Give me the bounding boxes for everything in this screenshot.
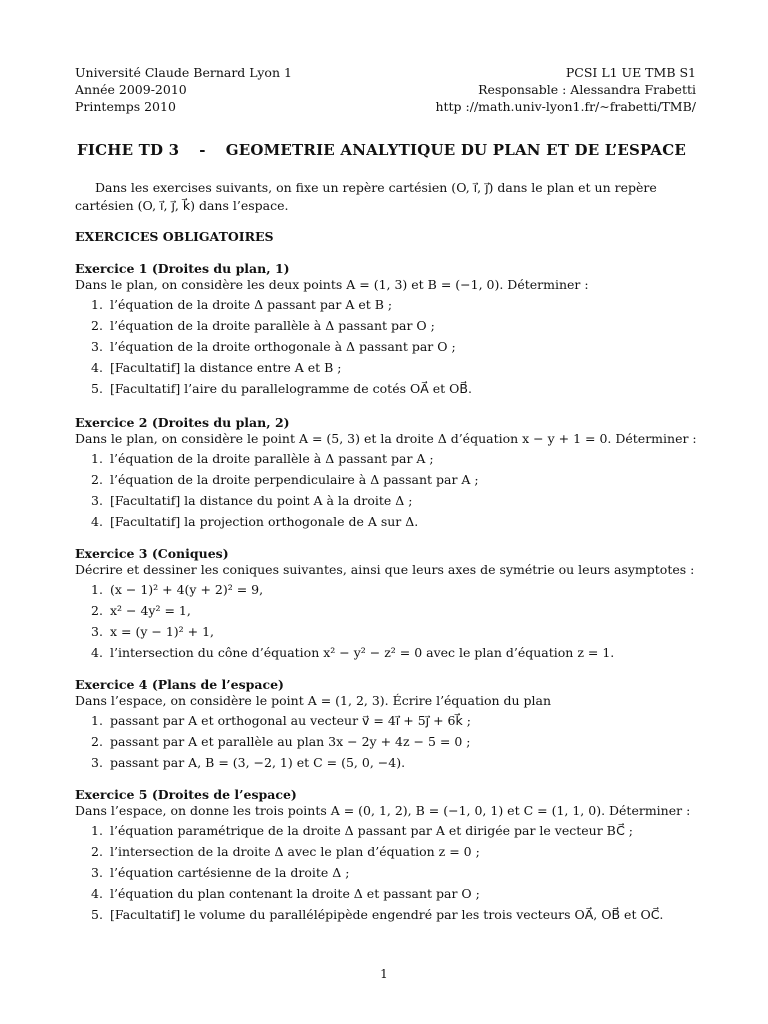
- exercise-description: Dans le plan, on considère le point A = (5, 3) et la droite Δ d’équation x − y + 1 = 0. Déterminer :: [75, 431, 697, 446]
- item-number: 3.: [91, 755, 103, 770]
- exercise-5: [75, 787, 705, 928]
- list-item: [75, 865, 705, 881]
- exercise-description: Dans l’espace, on considère le point A = (1, 2, 3). Écrire l’équation du plan: [75, 693, 552, 708]
- exercise-items: [75, 713, 705, 771]
- item-number: 5.: [91, 907, 103, 922]
- course-url: http ://math.univ-lyon1.fr/∼frabetti/TMB/: [435, 99, 696, 114]
- list-item: [75, 472, 705, 488]
- item-number: 3.: [91, 624, 103, 639]
- item-number: 3.: [91, 339, 103, 354]
- item-text: l’équation cartésienne de la droite Δ ;: [110, 865, 350, 880]
- item-number: 2.: [91, 603, 103, 618]
- item-number: 2.: [91, 318, 103, 333]
- item-text: [Facultatif] la projection orthogonale de A sur Δ.: [110, 514, 419, 529]
- responsible: Responsable : Alessandra Frabetti: [478, 82, 696, 97]
- exercise-items: [75, 582, 705, 661]
- item-number: 2.: [91, 844, 103, 859]
- item-text: l’équation de la droite perpendiculaire à Δ passant par A ;: [110, 472, 479, 487]
- title-dash: -: [199, 141, 206, 159]
- item-number: 4.: [91, 645, 103, 660]
- semester: Printemps 2010: [75, 99, 176, 114]
- item-text: passant par A, B = (3, −2, 1) et C = (5, 0, −4).: [110, 755, 406, 770]
- list-item: [75, 734, 705, 750]
- item-number: 4.: [91, 514, 103, 529]
- title-right: GEOMETRIE ANALYTIQUE DU PLAN ET DE L’ESPACE: [225, 141, 687, 159]
- item-text: l’équation de la droite orthogonale à Δ passant par O ;: [110, 339, 456, 354]
- item-number: 2.: [91, 472, 103, 487]
- list-item: [75, 603, 705, 619]
- header-left: [75, 64, 292, 115]
- list-item: [75, 318, 705, 334]
- item-number: 3.: [91, 493, 103, 508]
- exercise-description: Dans le plan, on considère les deux points A = (1, 3) et B = (−1, 0). Déterminer :: [75, 277, 589, 292]
- list-item: [75, 624, 705, 640]
- item-text: l’intersection de la droite Δ avec le plan d’équation z = 0 ;: [110, 844, 480, 859]
- item-number: 4.: [91, 886, 103, 901]
- university-name: Université Claude Bernard Lyon 1: [75, 65, 292, 80]
- item-number: 1.: [91, 451, 103, 466]
- item-number: 5.: [91, 381, 103, 396]
- list-item: [75, 755, 705, 771]
- list-item: [75, 493, 705, 509]
- header-right: [435, 64, 696, 115]
- item-text: passant par A et parallèle au plan 3x − 2y + 4z − 5 = 0 ;: [110, 734, 471, 749]
- exercise-3: [75, 546, 705, 666]
- item-number: 1.: [91, 582, 103, 597]
- exercise-description: Décrire et dessiner les coniques suivantes, ainsi que leurs axes de symétrie ou leurs asymptotes :: [75, 562, 695, 577]
- item-number: 4.: [91, 360, 103, 375]
- exercise-title: Exercice 3 (Coniques): [75, 546, 229, 561]
- item-number: 1.: [91, 297, 103, 312]
- list-item: [75, 713, 705, 729]
- item-text: l’équation paramétrique de la droite Δ passant par A et dirigée par le vecteur BC⃗ ;: [110, 823, 633, 838]
- exercise-title: Exercice 5 (Droites de l’espace): [75, 787, 297, 802]
- item-text: l’intersection du cône d’équation x² − y² − z² = 0 avec le plan d’équation z = 1.: [110, 645, 615, 660]
- item-text: x² − 4y² = 1,: [110, 603, 191, 618]
- exercise-title: Exercice 1 (Droites du plan, 1): [75, 261, 290, 276]
- exercise-items: [75, 823, 705, 923]
- item-number: 2.: [91, 734, 103, 749]
- exercise-title: Exercice 2 (Droites du plan, 2): [75, 415, 290, 430]
- list-item: [75, 297, 705, 313]
- item-text: [Facultatif] la distance entre A et B ;: [110, 360, 342, 375]
- list-item: [75, 339, 705, 355]
- item-text: l’équation de la droite parallèle à Δ passant par A ;: [110, 451, 434, 466]
- item-text: x = (y − 1)² + 1,: [110, 624, 215, 639]
- title-left: FICHE TD 3: [77, 141, 180, 159]
- exercise-items: [75, 297, 705, 397]
- item-number: 3.: [91, 865, 103, 880]
- list-item: [75, 886, 705, 902]
- item-number: 1.: [91, 713, 103, 728]
- exercise-items: [75, 451, 705, 530]
- item-text: (x − 1)² + 4(y + 2)² = 9,: [110, 582, 264, 597]
- list-item: [75, 381, 705, 397]
- intro-paragraph: Dans les exercises suivants, on fixe un repère cartésien (O, i⃗, j⃗) dans le plan et un repère cartésien (O, i⃗, j⃗, k⃗) dans l’espace.: [75, 180, 657, 213]
- page-title: [77, 141, 717, 159]
- academic-year: Année 2009-2010: [75, 82, 187, 97]
- list-item: [75, 907, 705, 923]
- list-item: [75, 823, 705, 839]
- page-number: 1: [380, 967, 388, 981]
- item-text: [Facultatif] l’aire du parallelogramme de cotés OA⃗ et OB⃗.: [110, 381, 472, 396]
- list-item: [75, 360, 705, 376]
- list-item: [75, 645, 705, 661]
- list-item: [75, 514, 705, 530]
- exercise-4: [75, 677, 705, 776]
- item-text: [Facultatif] le volume du parallélépipède engendré par les trois vecteurs OA⃗, OB⃗ et OC⃗.: [110, 907, 664, 922]
- list-item: [75, 451, 705, 467]
- exercise-title: Exercice 4 (Plans de l’espace): [75, 677, 284, 692]
- exercise-2: [75, 415, 705, 535]
- item-text: [Facultatif] la distance du point A à la droite Δ ;: [110, 493, 413, 508]
- item-number: 1.: [91, 823, 103, 838]
- item-text: passant par A et orthogonal au vecteur v⃗ = 4i⃗ + 5j⃗ + 6k⃗ ;: [110, 713, 471, 728]
- item-text: l’équation de la droite Δ passant par A et B ;: [110, 297, 393, 312]
- item-text: l’équation du plan contenant la droite Δ et passant par O ;: [110, 886, 480, 901]
- exercise-1: [75, 261, 705, 402]
- section-title: EXERCICES OBLIGATOIRES: [75, 229, 274, 244]
- list-item: [75, 844, 705, 860]
- list-item: [75, 582, 705, 598]
- item-text: l’équation de la droite parallèle à Δ passant par O ;: [110, 318, 435, 333]
- course-code: PCSI L1 UE TMB S1: [565, 65, 696, 80]
- exercise-description: Dans l’espace, on donne les trois points A = (0, 1, 2), B = (−1, 0, 1) et C = (1, 1, 0). Déterminer :: [75, 803, 691, 818]
